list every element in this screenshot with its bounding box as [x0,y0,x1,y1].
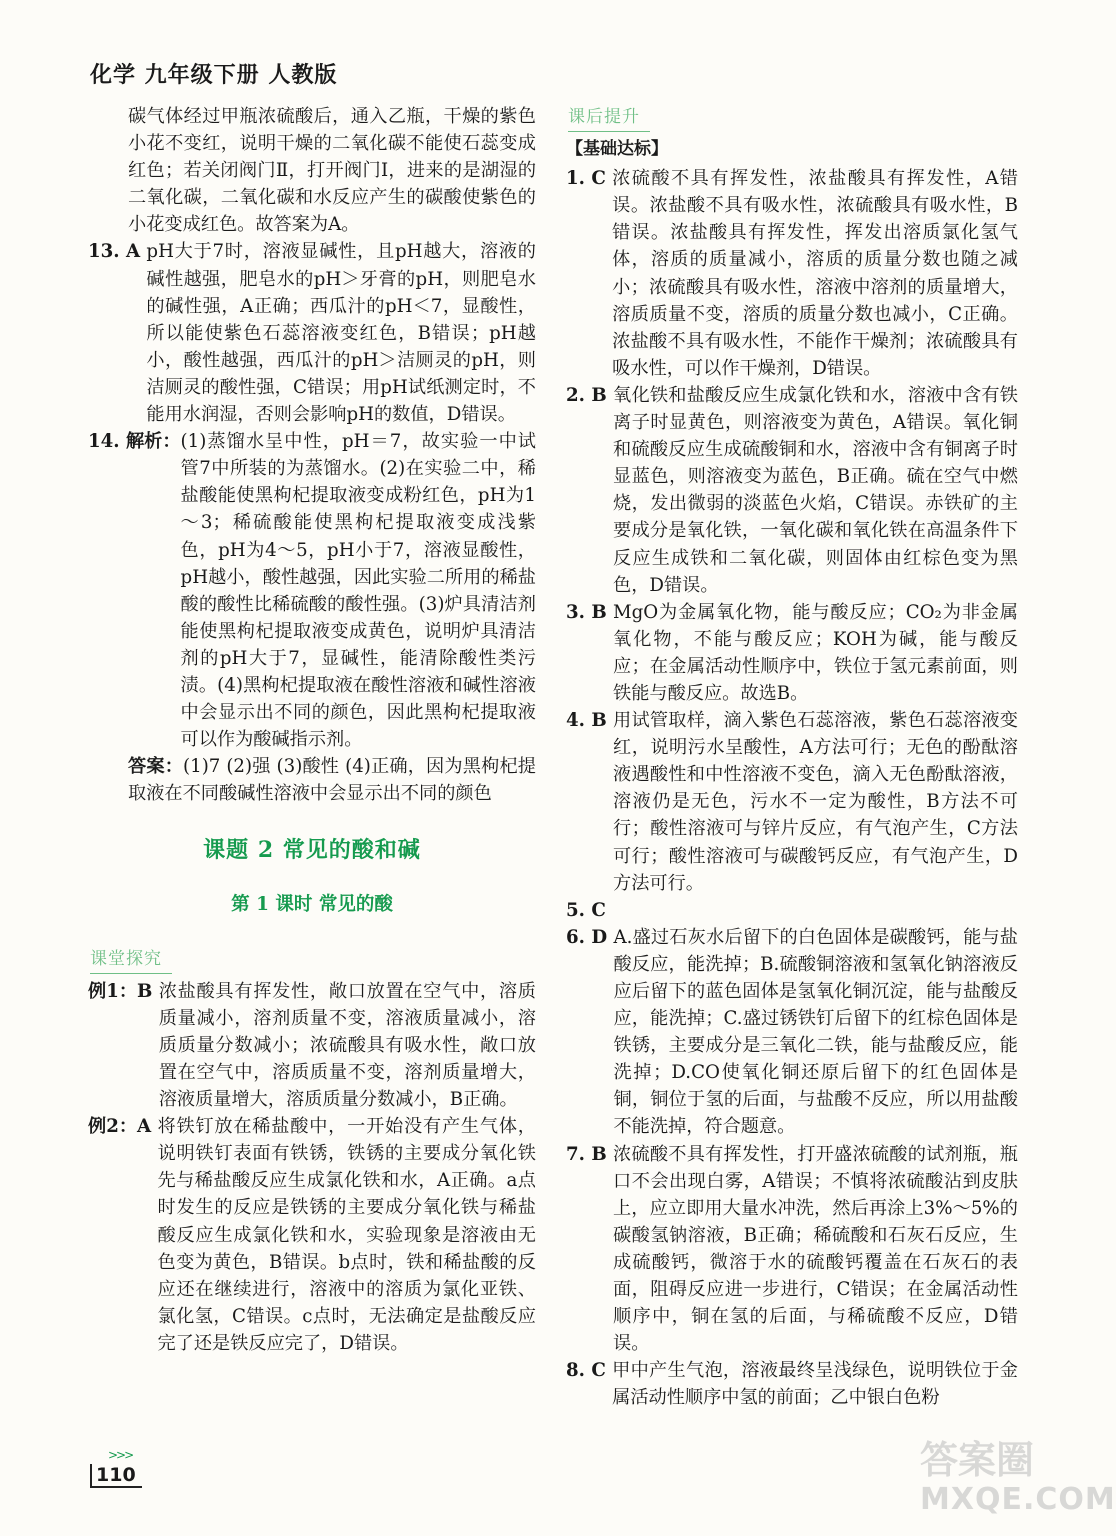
page-number: 110 [90,1464,142,1488]
example-number: 例2：A [88,1116,158,1138]
watermark-line1: 答案圈 [920,1438,1035,1482]
item-number: 6. D [566,926,614,948]
section-tag-class-explore: 课堂探究 [90,946,172,974]
page-arrows-icon: >>> [108,1448,133,1462]
item-number: 5. C [566,899,606,921]
item-number: 1. C [566,168,613,190]
answer-item [566,707,1018,897]
answer-item [566,1141,1018,1358]
answer-item [566,599,1018,707]
answer-text: (1)7 (2)强 (3)酸性 (4)正确，因为黑枸杞提取液在不同酸碱性溶液中会显示出不同的颜色 [128,756,536,805]
item-text: 甲中产生气泡，溶液最终呈浅绿色，说明铁位于金属活动性顺序中氢的前面；乙中银白色粉 [612,1360,1018,1409]
answer-item [566,1357,1018,1411]
answer-label: 答案： [128,756,184,778]
question-number: 13. A [88,241,147,263]
answer-item [566,924,1018,1141]
question-number: 14. 解析： [88,431,181,453]
example-1 [88,978,536,1113]
right-column [566,103,1018,1412]
subsection-basic: 【基础达标】 [566,139,668,160]
example-2 [88,1113,536,1357]
item-text [606,897,1018,924]
item-text: 用试管取样，滴入紫色石蕊溶液，紫色石蕊溶液变红，说明污水呈酸性，A方法可行；无色的酚酞溶液遇酸性和中性溶液不变色，滴入无色酚酞溶液，溶液仍是无色，污水不一定为酸性，B方法不可行；酸性溶液可与锌片反应，有气泡产生，C方法可行；酸性溶液可与碳酸钙反应，有气泡产生，D方法可行。 [613,710,1018,894]
example-number: 例1：B [88,980,159,1002]
item-number: 7. B [566,1143,614,1165]
answer-item [566,165,1018,382]
question-13 [88,238,536,428]
item-number: 2. B [566,384,614,406]
lesson-title: 第 1 课时 常见的酸 [231,893,393,915]
item-text: 浓硫酸不具有挥发性，浓盐酸具有挥发性，A错误。浓盐酸不具有吸水性，浓硫酸具有吸水性，B错误。浓盐酸具有挥发性，挥发出溶质氯化氢气体，溶质的质量减小，溶质的质量分数也随之减小；浓硫酸具有吸水性，溶液中溶剂的质量增大，溶质质量不变，溶质的质量分数也减小，C正确。浓盐酸不具有吸水性，不能作干燥剂；浓硫酸具有吸水性，可以作干燥剂，D错误。 [612,168,1018,379]
example-text: 将铁钉放在稀盐酸中，一开始没有产生气体，说明铁钉表面有铁锈，铁锈的主要成分氧化铁先与稀盐酸反应生成氯化铁和水，A正确。a点时发生的反应是铁锈的主要成分氧化铁与稀盐酸反应生成氯化铁和水，实验现象是溶液由无色变为黄色，B错误。b点时，铁和稀盐酸的反应还在继续进行，溶液中的溶质为氯化亚铁、氯化氢，C错误。c点时，无法确定是盐酸反应完了还是铁反应完了，D错误。 [157,1116,536,1354]
watermark-logo [920,1440,1116,1520]
question-text: (1)蒸馏水呈中性，pH＝7，故实验一中试管7中所装的为蒸馏水。(2)在实验二中，稀盐酸能使黑枸杞提取液变成粉红色，pH为1～3；稀硫酸能使黑枸杞提取液变成浅紫色，pH为4～5，pH小于7，溶液显酸性，pH越小，酸性越强，因此实验二所用的稀盐酸的酸性比稀硫酸的酸性强。(3)炉具清洁剂能使黑枸杞提取液变成黄色，说明炉具清洁剂的pH大于7，显碱性，能清除酸性类污渍。(4)黑枸杞提取液在酸性溶液和碱性溶液中会显示出不同的颜色，因此黑枸杞提取液可以作为酸碱指示剂。 [180,431,536,751]
item-text: MgO为金属氧化物，能与酸反应；CO₂为非金属氧化物，不能与酸反应；KOH为碱，能与酸反应；在金属活动性顺序中，铁位于氢元素前面，则铁能与酸反应。故选B。 [613,601,1018,704]
item-text: A.盛过石灰水后留下的白色固体是碳酸钙，能与盐酸反应，能洗掉；B.硫酸铜溶液和氢氧化钠溶液反应后留下的蓝色固体是氢氧化铜沉淀，能与盐酸反应，能洗掉；C.盛过锈铁钉后留下的红棕色固体是铁锈，主要成分是三氧化二铁，能与盐酸反应，能洗掉；D.CO使氧化铜还原后留下的红色固体是铜，铜位于氢的后面，与盐酸不反应，所以用盐酸不能洗掉，符合题意。 [613,926,1018,1138]
example-text: 浓盐酸具有挥发性，敞口放置在空气中，溶质质量减小，溶剂质量不变，溶液质量减小，溶质质量分数减小；浓硫酸具有吸水性，敞口放置在空气中，溶质质量不变，溶剂质量增大，溶液质量增大，溶质质量分数减小，B正确。 [158,980,536,1111]
answer-item [566,897,1018,924]
watermark-line2: MXQE.COM [920,1482,1116,1517]
item-number: 3. B [566,601,614,623]
q12-continuation: 碳气体经过甲瓶浓硫酸后，通入乙瓶，干燥的紫色小花不变红，说明干燥的二氧化碳不能使石蕊变成红色；若关闭阀门Ⅱ，打开阀门Ⅰ，进来的是湖湿的二氧化碳，二氧化碳和水反应产生的碳酸使紫色的小花变成红色。故答案为A。 [128,106,537,236]
item-number: 4. B [566,710,614,732]
chapter-title: 课题 2 常见的酸和碱 [203,837,421,864]
item-number: 8. C [566,1360,613,1382]
left-column [88,103,536,1357]
question-14 [88,428,536,753]
answer-item [566,382,1018,599]
question-text: pH大于7时，溶液显碱性，且pH越大，溶液的碱性越强，肥皂水的pH＞牙膏的pH，则肥皂水的碱性强，A正确；西瓜汁的pH＜7，显酸性，所以能使紫色石蕊溶液变红色，B错误；pH越小，酸性越强，西瓜汁的pH＞洁厕灵的pH，则洁厕灵的酸性强，C错误；用pH试纸测定时，不能用水润湿，否则会影响pH的数值，D错误。 [146,241,536,426]
question-14-answer [88,753,536,807]
item-text: 氧化铁和盐酸反应生成氯化铁和水，溶液中含有铁离子时显黄色，则溶液变为黄色，A错误。氧化铜和硫酸反应生成硫酸铜和水，溶液中含有铜离子时显蓝色，则溶液变为蓝色，B正确。硫在空气中燃烧，发出微弱的淡蓝色火焰，C错误。赤铁矿的主要成分是氧化铁，一氧化碳和氧化铁在高温条件下反应生成铁和二氧化碳，则固体由红棕色变为黑色，D错误。 [613,384,1018,596]
section-tag-after-class: 课后提升 [568,104,650,132]
page-header: 化学 九年级下册 人教版 [90,63,338,88]
item-text: 浓硫酸不具有挥发性，打开盛浓硫酸的试剂瓶，瓶口不会出现白雾，A错误；不慎将浓硫酸沾到皮肤上，应立即用大量水冲洗，然后再涂上3%～5%的碳酸氢钠溶液，B正确；稀硫酸和石灰石反应，生成硫酸钙，微溶于水的硫酸钙覆盖在石灰石的表面，阻碍反应进一步进行，C错误；在金属活动性顺序中，铜在氢的后面，与稀硫酸不反应，D错误。 [613,1143,1018,1355]
